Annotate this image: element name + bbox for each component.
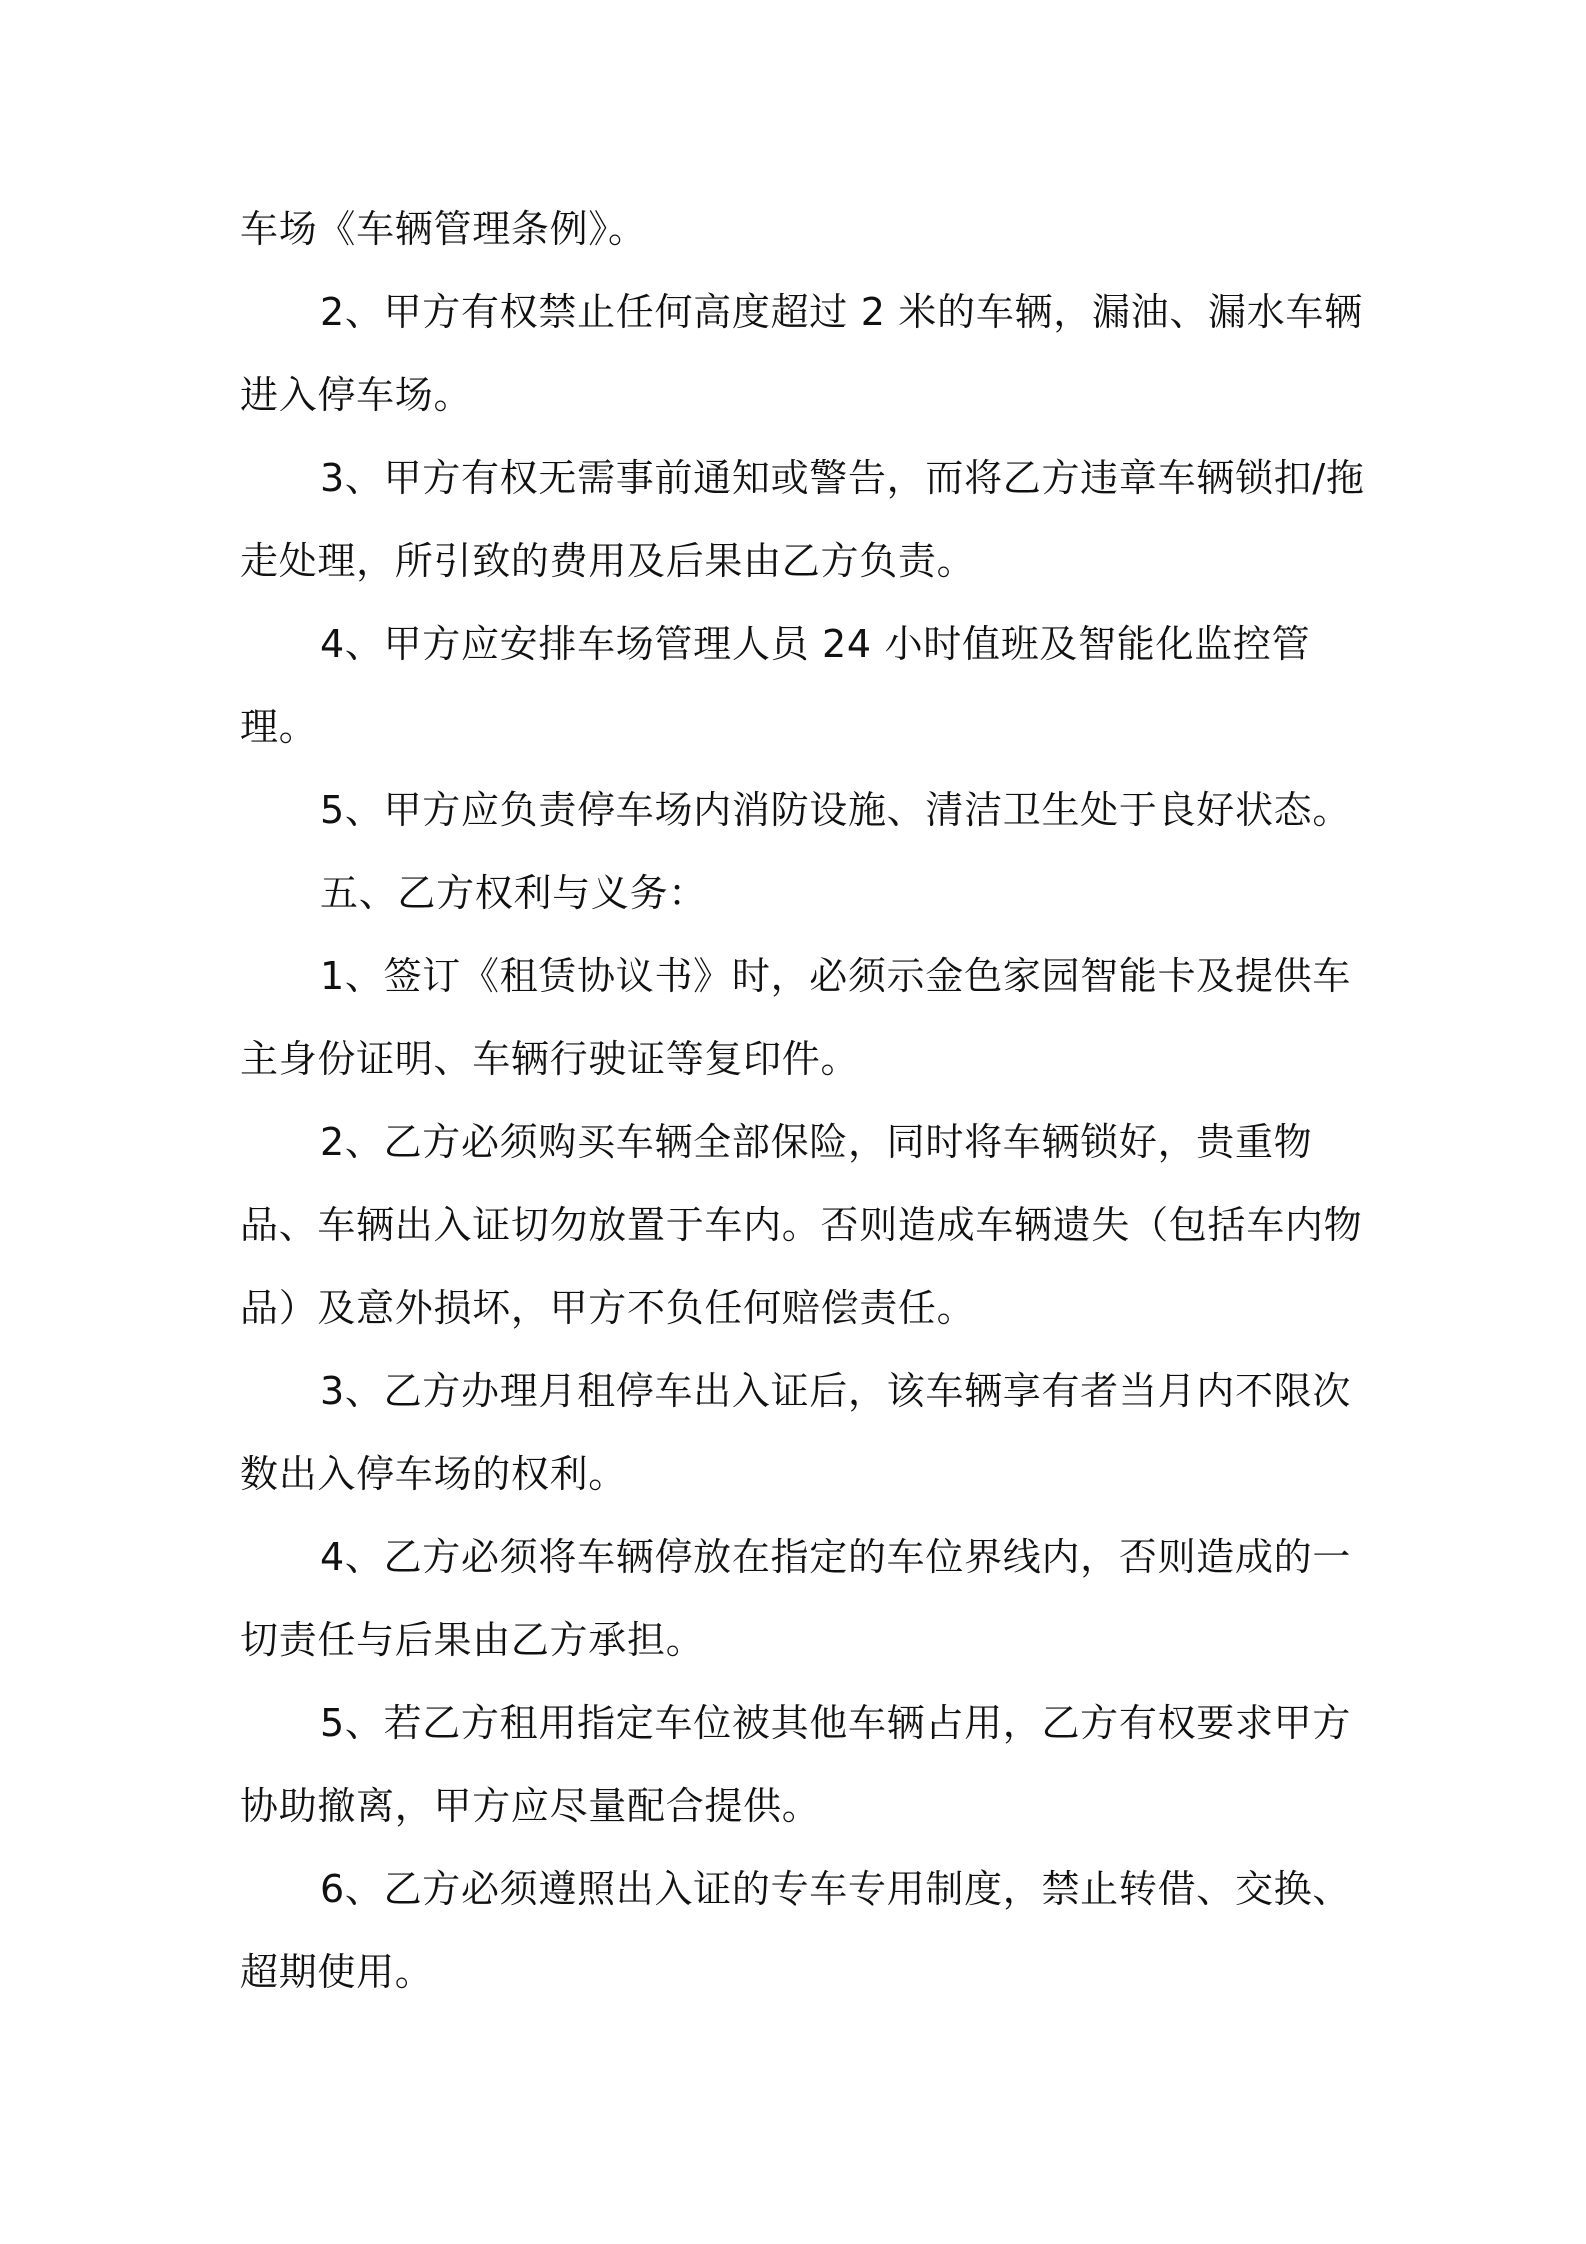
clause-4-4: 4、甲方应安排车场管理人员 24 小时值班及智能化监控管理。 xyxy=(240,622,1311,749)
clause-5-4: 4、乙方必须将车辆停放在指定的车位界线内，否则造成的一切责任与后果由乙方承担。 xyxy=(240,1535,1352,1662)
clause-4-5: 5、甲方应负责停车场内消防设施、清洁卫生处于良好状态。 xyxy=(320,788,1352,832)
clause-4-2: 2、甲方有权禁止任何高度超过 2 米的车辆，漏油、漏水车辆进入停车场。 xyxy=(240,290,1363,417)
clause-5-6: 6、乙方必须遵照出入证的专车专用制度，禁止转借、交换、超期使用。 xyxy=(240,1867,1352,1994)
clause-5-2: 2、乙方必须购买车辆全部保险，同时将车辆锁好，贵重物品、车辆出入证切勿放置于车内。否则造成车辆遗失（包括车内物品）及意外损坏，甲方不负任何赔偿责任。 xyxy=(240,1120,1363,1330)
clause-4-3: 3、甲方有权无需事前通知或警告，而将乙方违章车辆锁扣/拖走处理，所引致的费用及后果由乙方负责。 xyxy=(240,456,1365,583)
section-heading-5: 五、乙方权利与义务： xyxy=(320,871,708,915)
clause-5-3: 3、乙方办理月租停车出入证后，该车辆享有者当月内不限次数出入停车场的权利。 xyxy=(240,1369,1352,1496)
document-body xyxy=(240,188,1366,2014)
clause-5-5: 5、若乙方租用指定车位被其他车辆占用，乙方有权要求甲方协助撤离，甲方应尽量配合提供。 xyxy=(240,1701,1352,1828)
clause-5-1: 1、签订《租赁协议书》时，必须示金色家园智能卡及提供车主身份证明、车辆行驶证等复印件。 xyxy=(240,954,1352,1081)
paragraph-continuation: 车场《车辆管理条例》。 xyxy=(240,207,647,251)
